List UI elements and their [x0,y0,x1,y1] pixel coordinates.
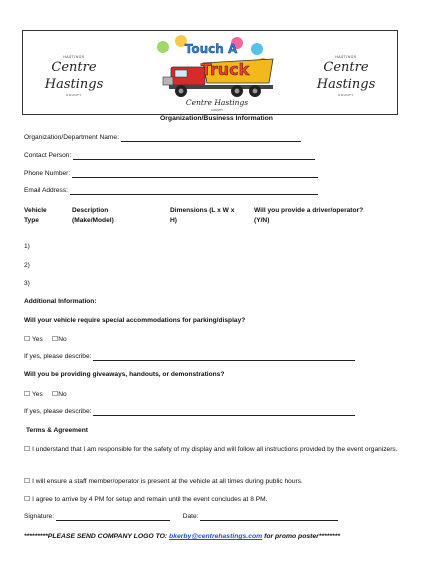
centre-hastings-logo-right: HASTINGS Centre Hastings COUNTY [316,55,376,97]
logo-text-touch-a: Touch A [184,42,238,56]
org-name-line[interactable] [121,135,301,142]
logo-email-link[interactable]: bkerby@centrehastings.com [169,533,263,540]
logo-request-footer: *********PLEASE SEND COMPANY LOGO TO: bkerby@centrehastings.com for promo poster******** [24,533,340,540]
signature-row [24,513,338,521]
phone-line[interactable] [72,171,318,178]
additional-info-heading: Additional Information: [24,298,97,305]
description-header: Description (Make/Model) [72,207,114,225]
q1-options [24,335,67,344]
q2-describe-label: If yes, please describe: [24,408,92,415]
checkbox-icon: ☐ [51,390,59,398]
terms-item-2[interactable]: ☐ I will ensure a staff member/operator is present at the vehicle at all times during public hours. [24,477,303,485]
touch-a-truck-logo-graphic [141,33,281,113]
q2-yes-checkbox[interactable]: ☐ Yes [24,390,43,398]
vehicle-row-2[interactable]: 2) [24,262,30,269]
contact-person-label: Contact Person: [24,152,72,159]
q1-parking-question: Will your vehicle require special accommodations for parking/display? [24,317,246,324]
q2-describe-row [24,408,355,416]
logo-text-centre-hastings: Centre Hastings [185,98,249,107]
checkbox-icon: ☐ [24,390,31,398]
q1-describe-row [24,353,355,361]
vehicle-type-header: Vehicle Type [24,207,47,225]
centre-hastings-logo-left: HASTINGS Centre Hastings COUNTY [44,55,104,97]
q2-no-checkbox[interactable]: ☐No [51,390,67,398]
terms-item-3[interactable]: ☐ I agree to arrive by 4 PM for setup and remain until the event concludes at 8 PM. [24,495,268,503]
date-label: Date: [182,513,199,520]
q1-describe-label: If yes, please describe: [24,353,92,360]
email-line[interactable] [70,188,318,195]
checkbox-icon: ☐ [24,495,31,503]
vehicle-row-3[interactable]: 3) [24,280,30,287]
signature-label: Signature: [24,513,55,520]
checkbox-icon: ☐ [24,335,31,343]
vehicle-row-1[interactable]: 1) [24,243,30,250]
logo-text-county: COUNTY [211,108,223,112]
q2-describe-line[interactable] [93,409,355,416]
checkbox-icon: ☐ [24,477,31,485]
q1-describe-line[interactable] [93,354,355,361]
terms-heading: Terms & Agreement [26,427,88,434]
phone-label: Phone Number: [24,170,71,177]
signature-line[interactable] [56,514,170,521]
org-name-field-row [24,134,301,142]
dimensions-header: Dimensions (L x W x H) [170,207,235,225]
contact-person-line[interactable] [73,153,315,160]
driver-operator-header: Will you provide a driver/operator? (Y/N) [254,207,364,225]
logo-text-truck: Truck [200,60,250,79]
checkbox-icon: ☐ [24,445,31,453]
terms-item-1[interactable]: ☐ I understand that I am responsible for the safety of my display and will follow all instructions provided by the event organizers. [24,445,398,453]
phone-field-row [24,170,318,178]
header-logo-box [22,30,398,115]
email-label: Email Address: [24,187,68,194]
touch-a-truck-logo [141,33,281,113]
q2-options [24,390,67,399]
contact-person-field-row [24,152,315,160]
q1-no-checkbox[interactable]: ☐No [51,335,67,343]
org-name-label: Organization/Department Name: [24,134,119,141]
email-field-row [24,187,318,195]
q2-giveaways-question: Will you be providing giveaways, handouts, or demonstrations? [24,371,225,378]
section-title: Organization/Business Information [160,115,273,122]
q1-yes-checkbox[interactable]: ☐ Yes [24,335,43,343]
date-line[interactable] [200,514,338,521]
checkbox-icon: ☐ [51,335,59,343]
